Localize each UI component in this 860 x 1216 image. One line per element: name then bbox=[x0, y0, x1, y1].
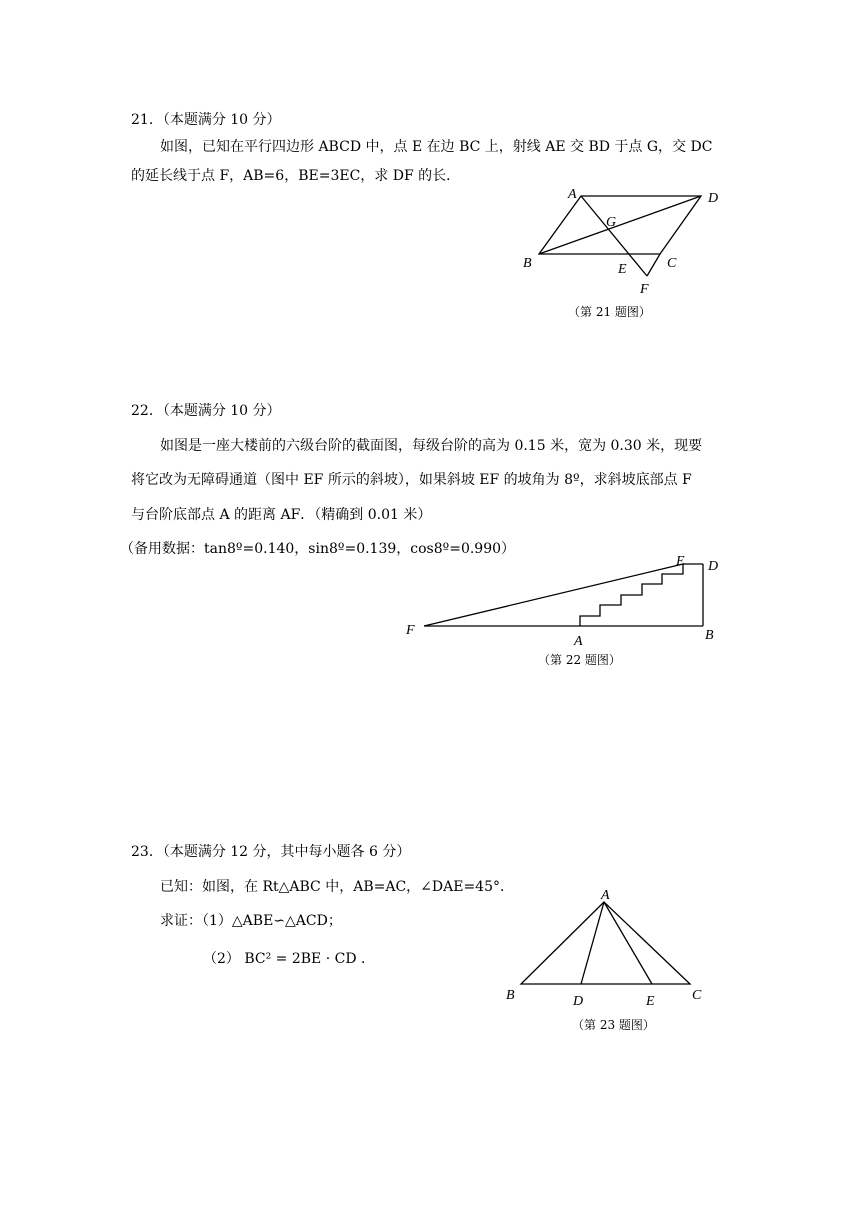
q21-label-a: A bbox=[568, 187, 577, 202]
q22-body-line3: 与台阶底部点 A 的距离 AF．（精确到 0.01 米） bbox=[131, 507, 432, 523]
q22-label-a: A bbox=[574, 634, 583, 649]
q21-caption: （第 21 题图） bbox=[568, 305, 651, 319]
q22-label-e: E bbox=[676, 554, 685, 569]
q21-body-line2: 的延长线于点 F，AB=6，BE=3EC，求 DF 的长． bbox=[131, 168, 461, 184]
q23-prove-1: 求证：（1）△ABE∽△ACD； bbox=[160, 913, 342, 929]
q22-label-f: F bbox=[406, 623, 415, 638]
q22-body-line2: 将它改为无障碍通道（图中 EF 所示的斜坡），如果斜坡 EF 的坡角为 8º，求斜坡底部点 F bbox=[131, 472, 692, 488]
q22-body-line1: 如图是一座大楼前的六级台阶的截面图，每级台阶的高为 0.15 米，宽为 0.30 米，现要 bbox=[160, 438, 703, 454]
q22-label-b: B bbox=[705, 628, 714, 643]
q23-label-d: D bbox=[573, 994, 584, 1009]
q23-label-c: C bbox=[692, 988, 702, 1003]
q22-label-d: D bbox=[708, 559, 719, 574]
q23-given: 已知：如图，在 Rt△ABC 中，AB=AC，∠DAE=45°． bbox=[160, 879, 514, 895]
q23-header: 23．（本题满分 12 分，其中每小题各 6 分） bbox=[131, 844, 411, 860]
q23-caption: （第 23 题图） bbox=[572, 1018, 655, 1032]
q22-header: 22．（本题满分 10 分） bbox=[131, 403, 281, 419]
q21-label-c: C bbox=[667, 256, 677, 271]
q22-backup-data: （备用数据：tan8º=0.140，sin8º=0.139，cos8º=0.990） bbox=[120, 541, 516, 557]
q21-body-line1: 如图，已知在平行四边形 ABCD 中，点 E 在边 BC 上，射线 AE 交 BD 于点 G，交 DC bbox=[160, 139, 713, 155]
q21-label-g: G bbox=[606, 215, 617, 230]
q22-caption: （第 22 题图） bbox=[538, 653, 621, 667]
q21-label-b: B bbox=[523, 256, 532, 271]
q21-label-d: D bbox=[708, 191, 719, 206]
q23-segment-ad bbox=[581, 902, 604, 984]
q23-label-b: B bbox=[506, 988, 515, 1003]
q23-label-e: E bbox=[646, 994, 655, 1009]
q21-label-f: F bbox=[640, 282, 649, 297]
q21-header: 21．（本题满分 10 分） bbox=[131, 112, 281, 128]
q23-triangle-abc bbox=[521, 902, 690, 984]
q23-segment-ae bbox=[604, 902, 652, 984]
q23-prove-2: （2） BC² = 2BE · CD ． bbox=[203, 951, 376, 967]
q21-label-e: E bbox=[618, 262, 627, 277]
q23-label-a: A bbox=[601, 888, 610, 903]
